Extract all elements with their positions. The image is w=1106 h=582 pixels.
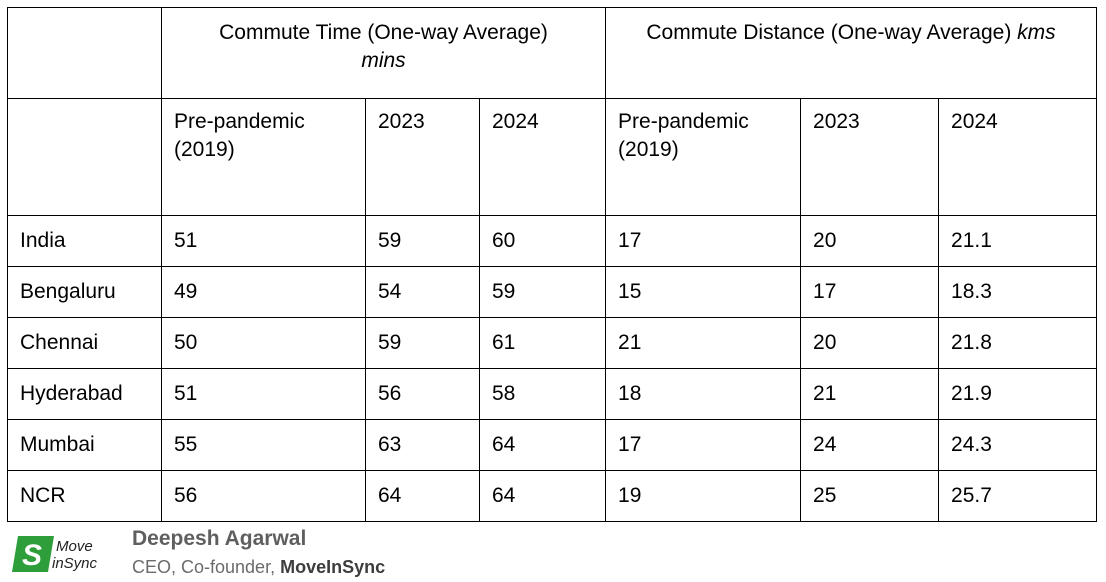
empty-corner-cell — [8, 8, 162, 99]
subheader-row — [8, 99, 1097, 216]
group-title: Commute Distance (One-way Average) — [646, 21, 1012, 44]
value-cell: 51 — [162, 216, 366, 267]
value-cell: 61 — [480, 318, 606, 369]
group-unit: mins — [361, 49, 406, 72]
value-cell: 17 — [606, 216, 801, 267]
value-cell: 25.7 — [939, 471, 1097, 522]
commute-time-group-header — [162, 8, 606, 99]
value-cell: 55 — [162, 420, 366, 471]
value-cell: 17 — [606, 420, 801, 471]
value-cell: 64 — [480, 420, 606, 471]
value-cell: 54 — [366, 267, 480, 318]
city-cell: India — [8, 216, 162, 267]
value-cell: 59 — [480, 267, 606, 318]
value-cell: 64 — [480, 471, 606, 522]
author-company: MoveInSync — [280, 557, 386, 577]
table-row — [8, 318, 1097, 369]
value-cell: 60 — [480, 216, 606, 267]
value-cell: 19 — [606, 471, 801, 522]
author-role: CEO, Co-founder, — [132, 557, 281, 577]
logo-text-line1: Move — [56, 538, 93, 555]
author-name: Deepesh Agarwal — [132, 527, 307, 550]
city-cell: NCR — [8, 471, 162, 522]
column-header: 2024 — [939, 99, 1097, 216]
table-row — [8, 216, 1097, 267]
value-cell: 21.9 — [939, 369, 1097, 420]
city-cell: Mumbai — [8, 420, 162, 471]
group-unit: kms — [1017, 21, 1056, 44]
logo-text-line2: inSync — [52, 555, 98, 572]
value-cell: 56 — [366, 369, 480, 420]
column-header: Pre-pandemic (2019) — [162, 99, 366, 216]
svg-text:S: S — [21, 539, 43, 572]
value-cell: 50 — [162, 318, 366, 369]
empty-corner-cell — [8, 99, 162, 216]
value-cell: 18 — [606, 369, 801, 420]
value-cell: 59 — [366, 318, 480, 369]
author-title — [132, 557, 385, 578]
value-cell: 17 — [801, 267, 939, 318]
value-cell: 15 — [606, 267, 801, 318]
table-row — [8, 267, 1097, 318]
group-title: Commute Time (One-way Average) — [219, 21, 548, 44]
table-row — [8, 420, 1097, 471]
commute-distance-group-header — [606, 8, 1097, 99]
moveinsync-logo — [12, 534, 122, 574]
city-cell: Bengaluru — [8, 267, 162, 318]
value-cell: 49 — [162, 267, 366, 318]
table-row — [8, 369, 1097, 420]
column-header: Pre-pandemic (2019) — [606, 99, 801, 216]
value-cell: 24 — [801, 420, 939, 471]
value-cell: 56 — [162, 471, 366, 522]
group-header-row — [8, 8, 1097, 99]
value-cell: 21 — [606, 318, 801, 369]
value-cell: 20 — [801, 216, 939, 267]
value-cell: 63 — [366, 420, 480, 471]
city-cell: Chennai — [8, 318, 162, 369]
value-cell: 25 — [801, 471, 939, 522]
value-cell: 21.8 — [939, 318, 1097, 369]
value-cell: 64 — [366, 471, 480, 522]
value-cell: 18.3 — [939, 267, 1097, 318]
value-cell: 20 — [801, 318, 939, 369]
value-cell: 21 — [801, 369, 939, 420]
value-cell: 21.1 — [939, 216, 1097, 267]
column-header: 2024 — [480, 99, 606, 216]
table-row — [8, 471, 1097, 522]
value-cell: 58 — [480, 369, 606, 420]
commute-table — [7, 7, 1097, 522]
column-header: 2023 — [366, 99, 480, 216]
value-cell: 51 — [162, 369, 366, 420]
value-cell: 24.3 — [939, 420, 1097, 471]
city-cell: Hyderabad — [8, 369, 162, 420]
value-cell: 59 — [366, 216, 480, 267]
column-header: 2023 — [801, 99, 939, 216]
